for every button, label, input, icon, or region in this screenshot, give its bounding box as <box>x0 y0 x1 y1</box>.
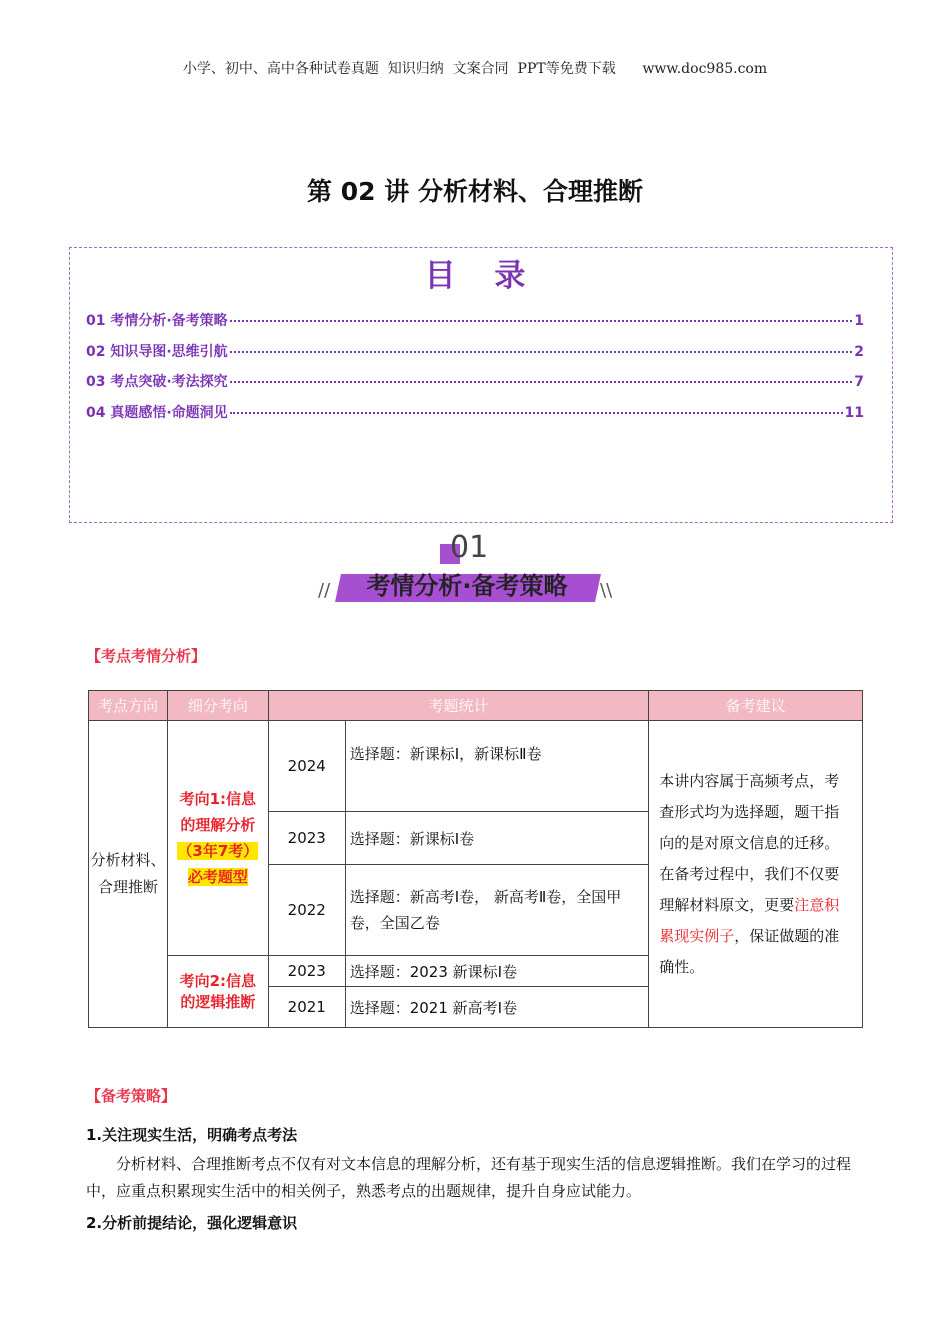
sub2-line: 的逻辑推断 <box>180 992 256 1011</box>
toc-dot-leader <box>230 381 853 383</box>
toc-item[interactable] <box>86 371 864 393</box>
section-banner <box>318 530 620 610</box>
sub1-line: 考向1:信息 <box>179 790 257 808</box>
header-cell: 考点方向 <box>89 691 168 721</box>
toc-item[interactable] <box>86 402 864 424</box>
banner-slash-left: // <box>318 580 331 601</box>
detail-cell: 选择题：新课标Ⅰ，新课标Ⅱ卷 <box>345 721 649 812</box>
detail-cell: 选择题：新高考Ⅰ卷， 新高考Ⅱ卷，全国甲卷，全国乙卷 <box>345 865 649 956</box>
banner-title: 考情分析·备考策略 <box>366 572 568 600</box>
section-tag-analysis: 【考点考情分析】 <box>86 647 207 665</box>
detail-cell: 选择题：新课标Ⅰ卷 <box>345 812 649 865</box>
strategy-heading-2: 2.分析前提结论，强化逻辑意识 <box>86 1214 298 1232</box>
toc-item-label: 03 考点突破·考法探究 <box>86 374 228 390</box>
strategy-paragraph-1: 分析材料、合理推断考点不仅有对文本信息的理解分析，还有基于现实生活的信息逻辑推断。我们在学习的过程中，应重点积累现实生活中的相关例子，熟悉考点的出题规律，提升自身应试能力。 <box>86 1155 852 1200</box>
toc-item-page: 11 <box>844 405 864 421</box>
toc-item[interactable] <box>86 310 864 332</box>
year-cell: 2022 <box>268 865 345 956</box>
banner-number: 01 <box>450 530 489 565</box>
page-title: 第 02 讲 分析材料、合理推断 <box>307 177 643 206</box>
header-cell: 备考建议 <box>649 691 863 721</box>
toc-item-label: 04 真题感悟·命题洞见 <box>86 405 228 421</box>
section-tag-strategy: 【备考策略】 <box>86 1087 177 1105</box>
year-cell: 2023 <box>268 956 345 987</box>
banner-slash-right: \\ <box>600 580 613 601</box>
page-header: 小学、初中、高中各种试卷真题 知识归纳 文案合同 PPT等免费下载 www.doc985.com <box>182 61 768 77</box>
toc-item[interactable] <box>86 341 864 363</box>
table-row <box>89 721 863 812</box>
exam-analysis-table <box>88 690 863 1028</box>
sub-direction-cell <box>167 956 268 1028</box>
toc-item-page: 7 <box>854 374 864 390</box>
toc-dot-leader <box>230 320 853 322</box>
direction-cell: 分析材料、合理推断 <box>89 721 168 1028</box>
table-of-contents <box>69 247 893 523</box>
header-cell: 细分考向 <box>167 691 268 721</box>
year-cell: 2024 <box>268 721 345 812</box>
header-cell: 考题统计 <box>268 691 648 721</box>
advice-cell <box>649 721 863 1028</box>
year-cell: 2023 <box>268 812 345 865</box>
sub1-tag: 必考题型 <box>187 868 248 886</box>
advice-text: 本讲内容属于高频考点，考查形式均为选择题，题干指向的是对原文信息的迁移。在备考过程中，我们不仅要理解材料原文，更要注意积累现实例子，保证做题的准确性。 <box>659 771 840 976</box>
toc-heading: 目 录 <box>424 258 540 294</box>
advice-highlight: 注意积累现实例子 <box>659 895 840 945</box>
toc-dot-leader <box>230 412 843 414</box>
toc-item-page: 2 <box>854 344 864 360</box>
toc-item-label: 02 知识导图·思维引航 <box>86 344 228 360</box>
toc-item-label: 01 考情分析·备考策略 <box>86 313 228 329</box>
toc-dot-leader <box>230 351 853 353</box>
year-cell: 2021 <box>268 987 345 1028</box>
sub1-tag: （3年7考） <box>177 842 259 860</box>
detail-cell: 选择题：2021 新高考Ⅰ卷 <box>345 987 649 1028</box>
table-header-row <box>89 691 863 721</box>
sub1-line: 的理解分析 <box>180 816 256 834</box>
detail-cell: 选择题：2023 新课标Ⅰ卷 <box>345 956 649 987</box>
toc-item-page: 1 <box>854 313 864 329</box>
sub2-line: 考向2:信息 <box>179 971 257 990</box>
strategy-heading-1: 1.关注现实生活，明确考点考法 <box>86 1126 298 1144</box>
sub-direction-cell <box>167 721 268 956</box>
